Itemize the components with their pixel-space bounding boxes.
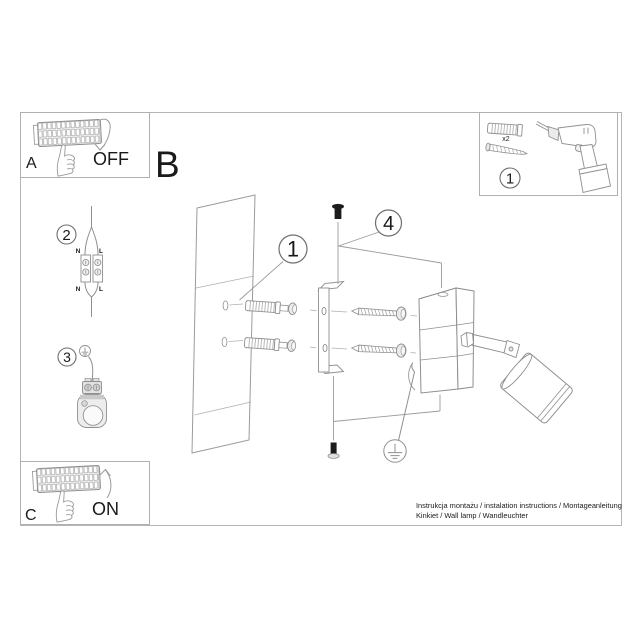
section-breaker-on: [21, 462, 150, 525]
state-on-label: ON: [92, 499, 119, 519]
label-n-bottom: N: [75, 286, 81, 293]
footer-line2: Kinkiet / Wall lamp / Wandleuchter: [416, 511, 528, 520]
callout-2: 2: [62, 227, 71, 244]
label-l-top: L: [99, 248, 103, 255]
callout-4: 4: [382, 213, 395, 235]
callout-1-diagram: 1: [286, 236, 300, 262]
label-n-top: N: [75, 248, 81, 255]
callout-3: 3: [63, 349, 71, 365]
section-breaker-off: [21, 113, 150, 178]
section-label-b: B: [155, 144, 180, 185]
section-label-c: C: [25, 507, 37, 524]
plug-quantity: x2: [502, 136, 510, 143]
toolbox-section: [480, 113, 618, 196]
wall-panel: [192, 195, 255, 453]
state-off-label: OFF: [93, 149, 129, 169]
callout-1-toolbox: 1: [505, 170, 515, 188]
section-label-a: A: [26, 155, 37, 172]
label-l-bottom: L: [99, 286, 103, 293]
footer-line1: Instrukcja montażu / instalation instructions / Montageanleitung: [416, 501, 622, 510]
